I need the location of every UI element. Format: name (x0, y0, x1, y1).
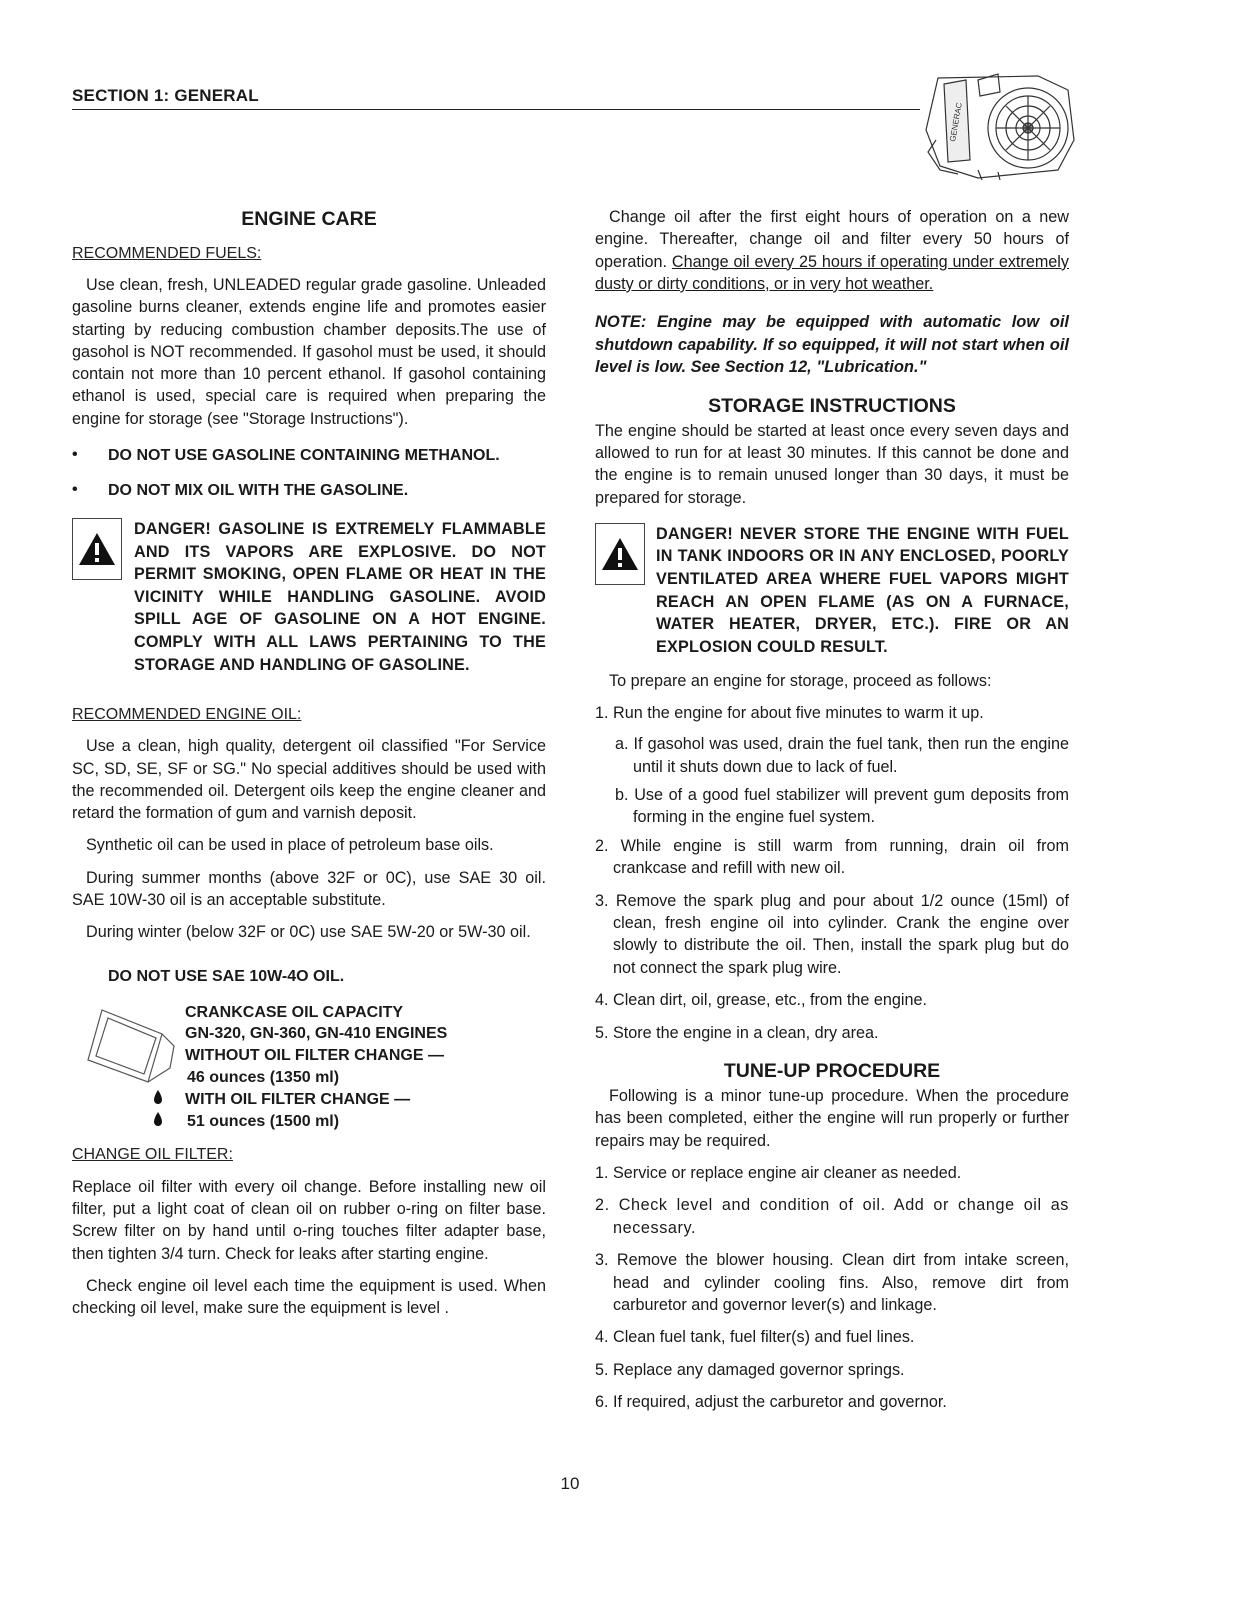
oil-paragraph-2: Synthetic oil can be used in place of petroleum base oils. (86, 836, 494, 855)
tune-up-intro: Following is a minor tune-up procedure. When the procedure has been completed, either the engine will run properly or further repairs may be required. (595, 1087, 1069, 1150)
list-item: 1. Run the engine for about five minutes to warm it up. (595, 703, 984, 722)
section-title: SECTION 1: GENERAL (72, 86, 259, 105)
list-item: 6. If required, adjust the carburetor and governor. (595, 1393, 947, 1412)
oil-drop-icon (154, 1090, 162, 1104)
warning-triangle-icon (72, 518, 122, 580)
oil-paragraph-4: During winter (below 32F or 0C) use SAE 5W-20 or 5W-30 oil. (86, 923, 531, 942)
bullet-dot: • (72, 481, 78, 499)
bullet-text: DO NOT MIX OIL WITH THE GASOLINE. (108, 482, 409, 500)
gasoline-danger-block (72, 518, 546, 676)
engine-illustration-icon (918, 70, 1082, 182)
capacity-without-filter-value: 46 ounces (1350 ml) (187, 1069, 340, 1086)
oil-paragraph-1: Use a clean, high quality, detergent oil classified "For Service SC, SD, SE, SF or SG." No special additives should be used with the recommended oil. Detergent oils keep the engine cleaner and retard the formation of gum and varnish deposit. (72, 737, 546, 823)
list-item: 4. Clean fuel tank, fuel filter(s) and fuel lines. (595, 1328, 915, 1347)
list-item: b. Use of a good fuel stabilizer will prevent gum deposits from forming in the engine fuel system. (615, 785, 1069, 827)
bullet-no-methanol (72, 447, 546, 465)
warning-triangle-icon (595, 523, 645, 585)
page-header (72, 86, 920, 110)
storage-danger-text: DANGER! NEVER STORE THE ENGINE WITH FUEL IN TANK INDOORS OR IN ANY ENCLOSED, POORLY VENTILATED AREA WHERE FUEL VAPORS MIGHT REACH AN OPEN FLAME (AS ON A FURNACE, WATER HEATER, DRYER, ETC.). FIRE OR AN EXPLOSION COULD RESULT. (656, 524, 1069, 656)
list-item: 2. Check level and condition of oil. Add or change oil as necessary. (595, 1196, 1069, 1237)
change-oil-filter-subhead: CHANGE OIL FILTER: (72, 1145, 233, 1163)
left-column (72, 206, 546, 1319)
change-oil-paragraph (595, 206, 1069, 295)
right-column (595, 206, 1069, 1414)
recommended-oil-subhead: RECOMMENDED ENGINE OIL: (72, 706, 302, 724)
capacity-with-filter-label: WITH OIL FILTER CHANGE — (185, 1090, 411, 1108)
capacity-models: GN-320, GN-360, GN-410 ENGINES (185, 1025, 448, 1043)
list-item: 1. Service or replace engine air cleaner as needed. (595, 1163, 962, 1182)
tune-up-heading: TUNE-UP PROCEDURE (723, 1060, 941, 1083)
capacity-title: CRANKCASE OIL CAPACITY (185, 1003, 404, 1021)
engine-care-heading: ENGINE CARE (241, 208, 377, 230)
list-item: 2. While engine is still warm from running, drain oil from crankcase and refill with new oil. (595, 836, 1069, 878)
filter-paragraph: Replace oil filter with every oil change. Before installing new oil filter, put a light coat of clean oil on rubber o-ring on filter base. Screw filter on by hand until o-ring touches filter adapter base, then tighten 3/4 turn. Check for leaks after starting engine. (72, 1177, 546, 1263)
tune-up-steps-list (595, 1162, 1069, 1414)
capacity-with-filter-value: 51 ounces (1500 ml) (187, 1112, 340, 1130)
bullet-dot: • (72, 446, 78, 464)
prepare-intro: To prepare an engine for storage, proceed as follows: (609, 672, 992, 691)
oil-paragraph-3: During summer months (above 32F or 0C), use SAE 30 oil. SAE 10W-30 oil is an acceptable substitute. (72, 868, 546, 910)
capacity-without-filter-label: WITHOUT OIL FILTER CHANGE — (185, 1047, 444, 1065)
logo-text: GENERAC (948, 101, 964, 143)
storage-steps-list (595, 702, 1069, 1044)
oil-capacity-text (185, 1002, 447, 1133)
oil-warning: DO NOT USE SAE 10W-4O OIL. (108, 967, 345, 985)
gasoline-danger-text: DANGER! GASOLINE IS EXTREMELY FLAMMABLE AND ITS VAPORS ARE EXPLOSIVE. DO NOT PERMIT SMOKING, OPEN FLAME OR HEAT IN THE VICINITY WHILE HANDLING GASOLINE. AVOID SPILL AGE OF GASOLINE ON A HOT ENGINE. COMPLY WITH ALL LAWS PERTAINING TO THE STORAGE AND HANDLING OF GASOLINE. (134, 520, 546, 674)
storage-danger-block (595, 523, 1069, 659)
list-item: 5. Replace any damaged governor springs. (595, 1360, 905, 1379)
list-item: 3. Remove the blower housing. Clean dirt from intake screen, head and cylinder cooling fins. Also, remove dirt from carburetor and governor lever(s) and linkage. (595, 1251, 1069, 1314)
list-item: a. If gasohol was used, drain the fuel tank, then run the engine until it shuts down due to lack of fuel. (615, 735, 1069, 776)
fuels-paragraph: Use clean, fresh, UNLEADED regular grade gasoline. Unleaded gasoline burns cleaner, extends engine life and promotes easier starting by reducing combustion chamber deposits.The use of gasohol is NOT recommended. If gasohol must be used, it should contain not more than 10 percent ethanol. If gasohol containing ethanol is used, special care is required when preparing the engine for storage (see "Storage Instructions"). (72, 276, 546, 428)
low-oil-note: NOTE: Engine may be equipped with automatic low oil shutdown capability. If so equipped, it will not start when oil level is low. See Section 12, "Lubrication." (595, 313, 1069, 377)
list-item: 4. Clean dirt, oil, grease, etc., from the engine. (595, 991, 928, 1010)
recommended-fuels-subhead: RECOMMENDED FUELS: (72, 245, 262, 262)
change-oil-text: Change oil after the first eight hours of operation on a new engine. Thereafter, change oil and filter every 50 hours of operation. (595, 208, 1069, 271)
list-item: 3. Remove the spark plug and pour about 1/2 ounce (15ml) of clean, fresh engine oil into cylinder. Crank the engine over slowly to distribute the oil. Then, install the spark plug but do not connect the spark plug wire. (595, 891, 1069, 977)
page-number: 10 (560, 1474, 580, 1493)
storage-paragraph: The engine should be started at least once every seven days and allowed to run for at least 30 minutes. If this cannot be done and the engine is to remain unused longer than 30 days, it must be prepared for storage. (595, 421, 1069, 507)
bullet-no-oil-mix (72, 482, 546, 500)
bullet-text: DO NOT USE GASOLINE CONTAINING METHANOL. (108, 447, 500, 465)
oil-drop-icon (154, 1112, 162, 1126)
storage-instructions-heading: STORAGE INSTRUCTIONS (708, 394, 956, 417)
change-oil-underlined-text: Change oil every 25 hours if operating under extremely dusty or dirty conditions, or in very hot weather. (595, 252, 1069, 293)
check-oil-paragraph: Check engine oil level each time the equipment is used. When checking oil level, make sure the equipment is level . (72, 1276, 546, 1318)
oil-capacity-block (72, 1002, 546, 1130)
oil-can-icon (78, 1006, 188, 1126)
list-item: 5. Store the engine in a clean, dry area. (595, 1023, 879, 1042)
